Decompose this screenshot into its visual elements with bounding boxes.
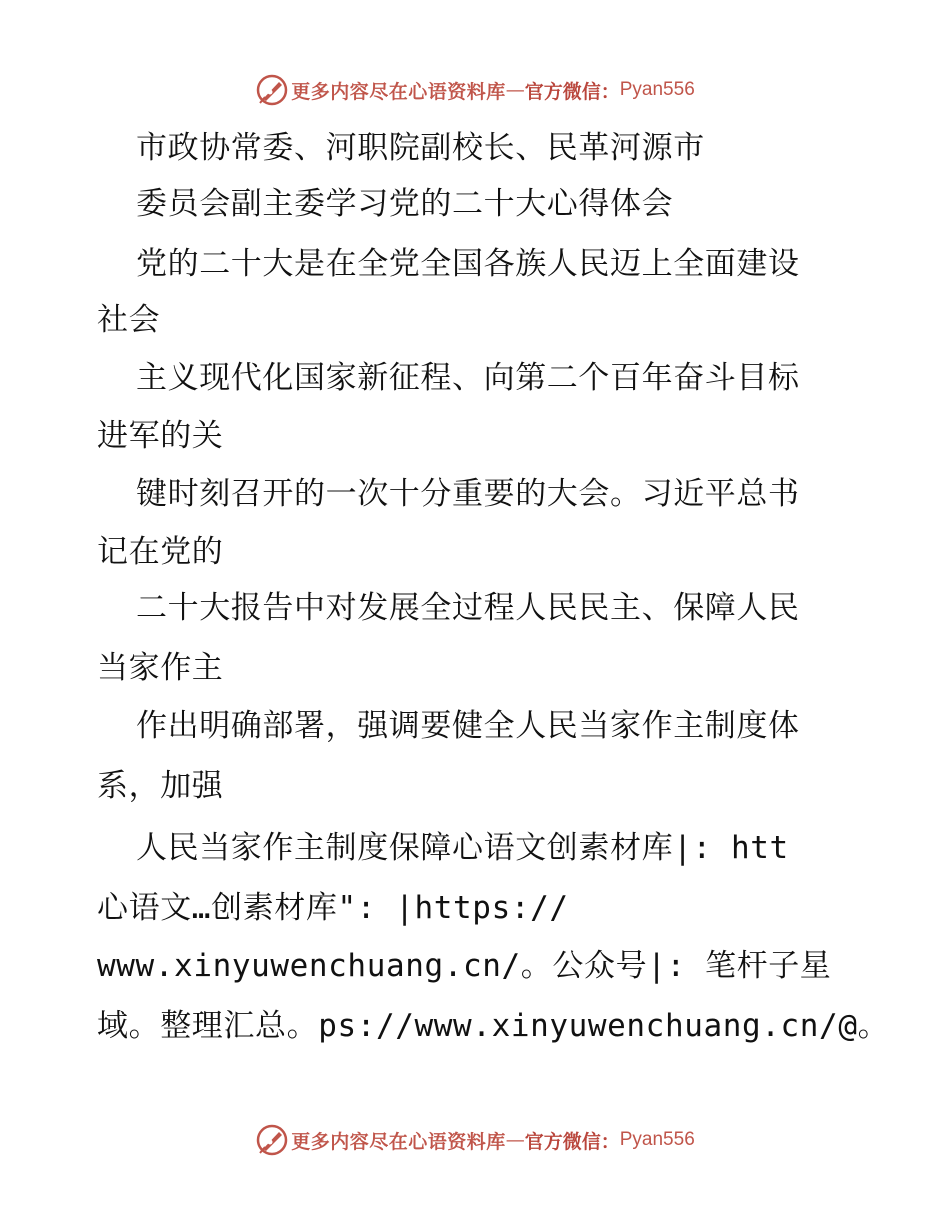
text-line: 作出明确部署，强调要健全人民当家作主制度体 (136, 708, 800, 744)
text-line: 记在党的 (97, 534, 224, 570)
text-line: 域。整理汇总。ps://www.xinyuwenchuang.cn/@。 (97, 1008, 890, 1044)
text-line: 进军的关 (97, 418, 224, 454)
banner-wechat-id: Pyan556 (619, 1129, 695, 1150)
banner-dash: — (505, 1129, 525, 1151)
text-line: 党的二十大是在全党全国各族人民迈上全面建设 (136, 246, 800, 282)
header-banner (0, 70, 950, 110)
text-line: 当家作主 (97, 650, 224, 686)
quill-logo-icon (255, 1123, 289, 1157)
banner-text: 更多内容尽在心语资料库 (291, 1130, 506, 1153)
footer-banner (0, 1120, 950, 1160)
banner-dash: — (505, 79, 525, 101)
text-line: 键时刻召开的一次十分重要的大会。习近平总书 (136, 476, 800, 512)
text-line: 系，加强 (97, 768, 224, 804)
text-line: www.xinyuwenchuang.cn/。公众号|: 笔杆子星 (97, 948, 832, 984)
text-line: 二十大报告中对发展全过程人民民主、保障人民 (136, 590, 800, 626)
text-line: 市政协常委、河职院副校长、民革河源市 (136, 130, 705, 166)
banner-wechat-id: Pyan556 (619, 79, 695, 100)
text-line: 心语文…创素材库": |https:// (97, 890, 569, 926)
banner-text: 更多内容尽在心语资料库 (291, 80, 506, 103)
banner-wechat-label: 官方微信： (524, 1130, 620, 1153)
text-line: 人民当家作主制度保障心语文创素材库|: htt (136, 830, 789, 866)
text-line: 主义现代化国家新征程、向第二个百年奋斗目标 (136, 360, 800, 396)
banner-wechat-label: 官方微信： (524, 80, 620, 103)
text-line: 委员会副主委学习党的二十大心得体会 (136, 186, 674, 222)
quill-logo-icon (255, 73, 289, 107)
text-line: 社会 (97, 302, 161, 338)
